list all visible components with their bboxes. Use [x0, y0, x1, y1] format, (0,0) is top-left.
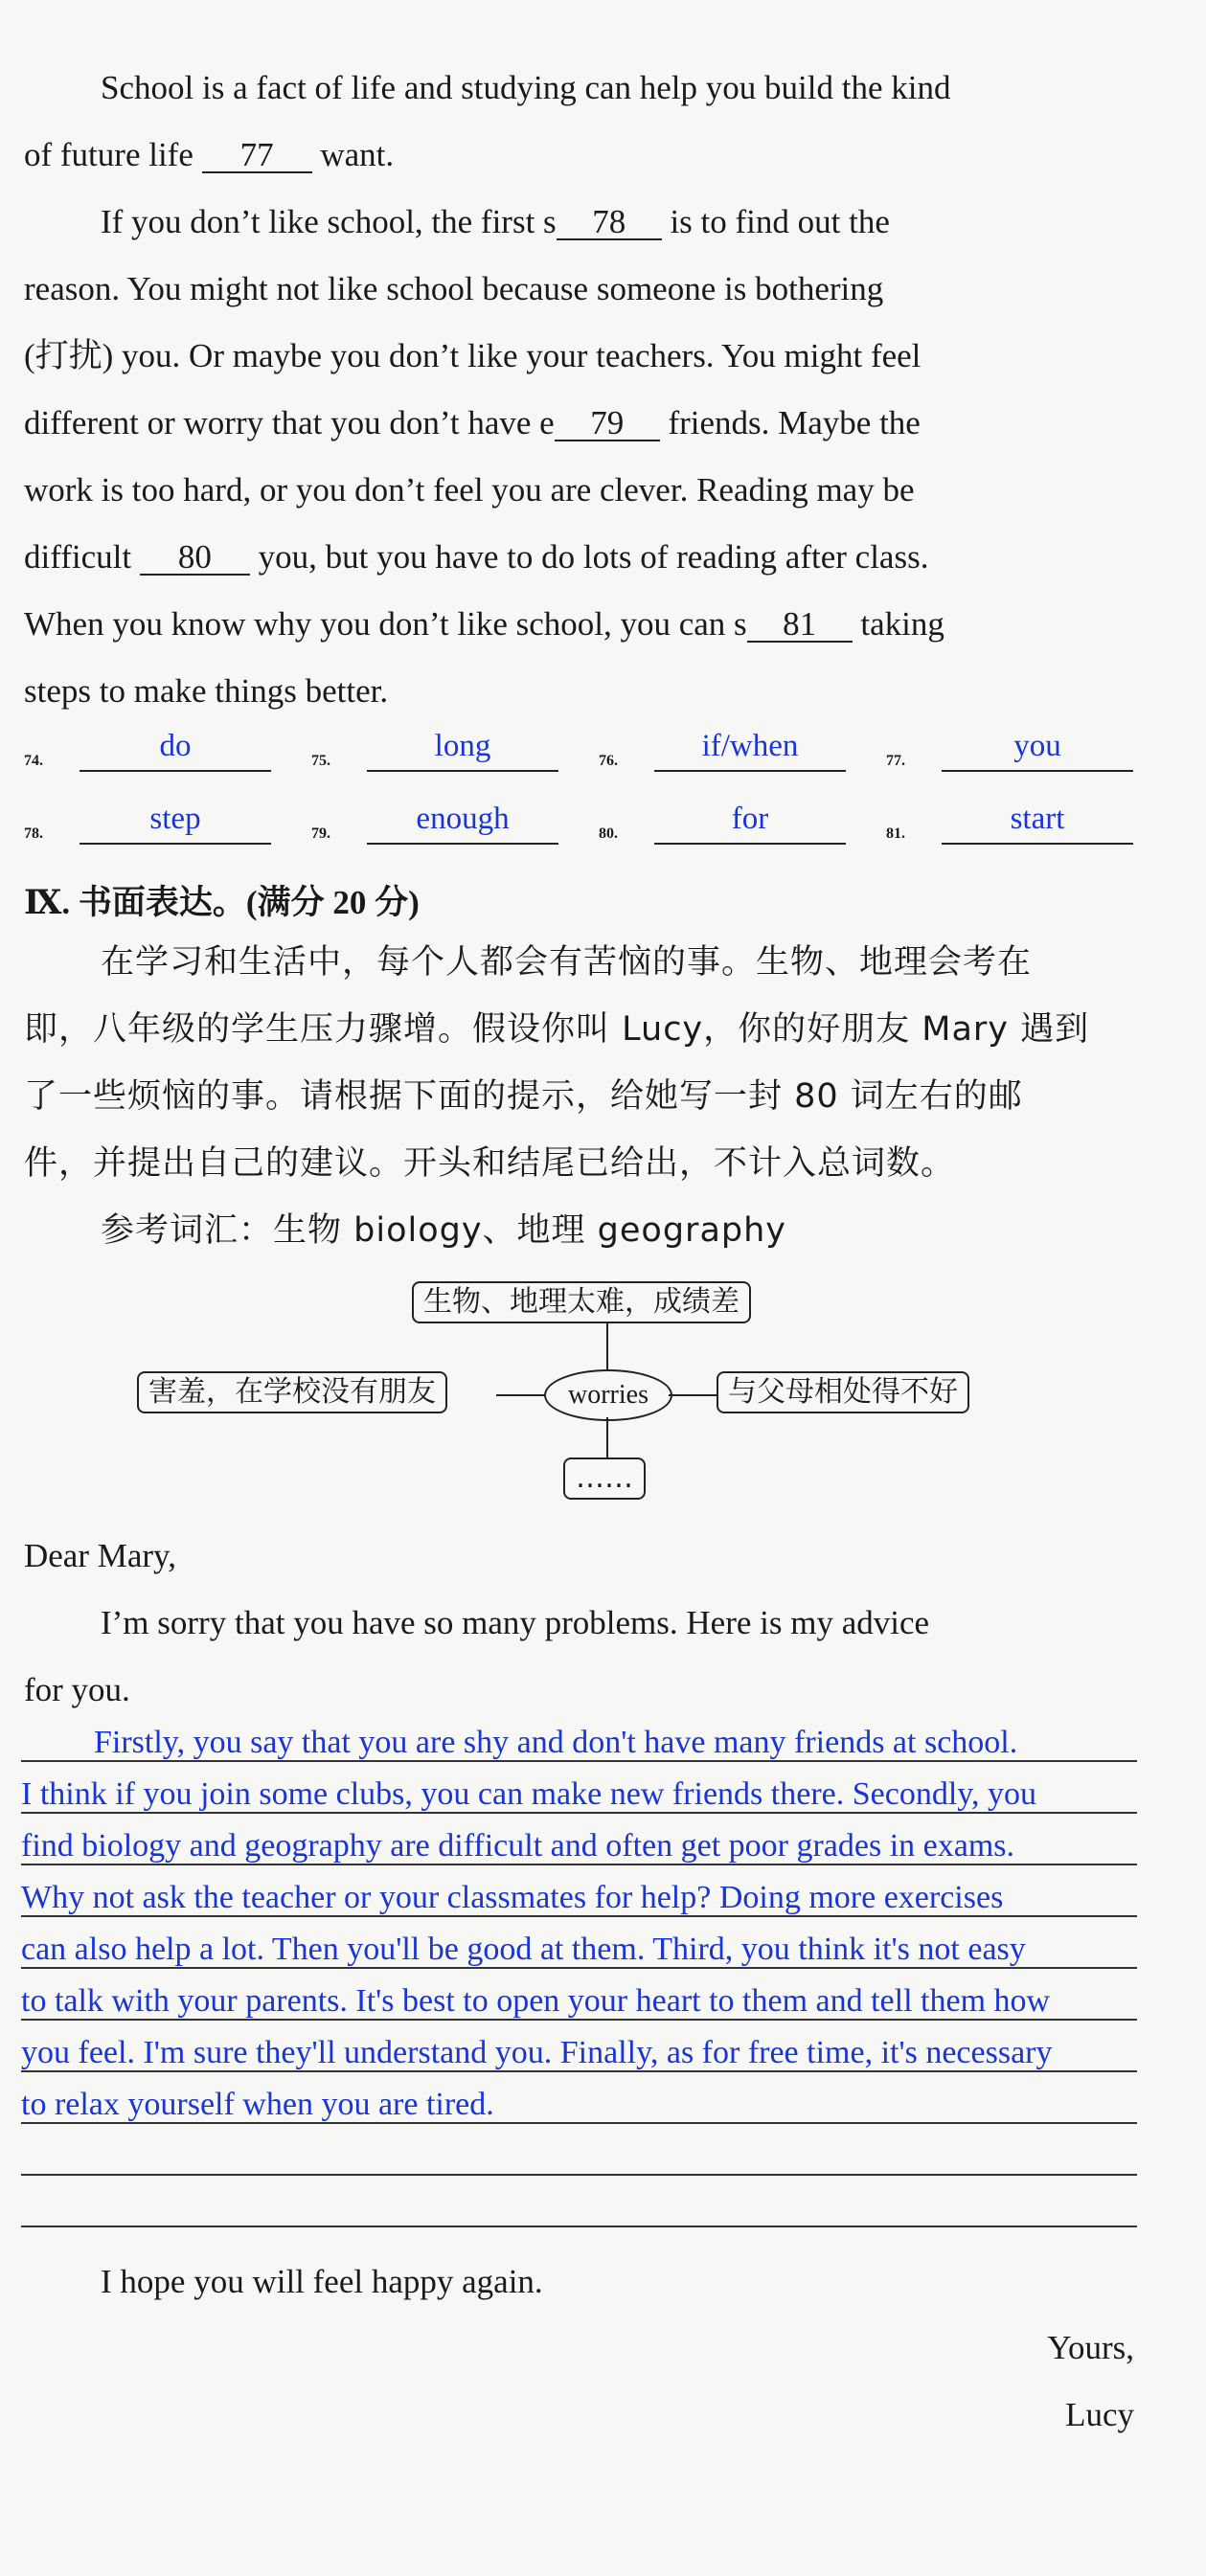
written-line: Why not ask the teacher or your classmates for help? Doing more exercises: [21, 1880, 1004, 1915]
letter-closing: I hope you will feel happy again.: [101, 2263, 543, 2300]
answer-value: do: [159, 729, 192, 763]
mindmap-center-node: worries: [544, 1369, 672, 1421]
passage-text: When you know why you don’t like school, you can s: [24, 605, 747, 643]
letter-intro-line-1: I’m sorry that you have so many problems. Here is my advice: [101, 1604, 930, 1641]
blank-80: 80: [140, 541, 250, 576]
passage-text: reason. You might not like school because someone is bothering: [24, 270, 884, 307]
writing-rule-line: [21, 2019, 1137, 2021]
passage-text: School is a fact of life and studying can help you build the kind: [101, 69, 951, 106]
answer-item: [886, 793, 1173, 850]
answer-underline: [80, 770, 271, 772]
answer-number: 76.: [599, 753, 618, 769]
answer-item: [24, 793, 311, 850]
written-line: to talk with your parents. It's best to open your heart to them and tell them how: [21, 1983, 1051, 2019]
writing-rule-line: [21, 1967, 1137, 1969]
answer-item: [311, 720, 599, 778]
sign-off: Yours,: [1047, 2329, 1134, 2366]
writing-rule-line: [21, 1915, 1137, 1917]
passage-text: taking: [852, 605, 944, 643]
answer-underline: [80, 843, 271, 845]
passage-line: [101, 69, 1206, 107]
passage-line: [24, 270, 1145, 308]
passage-text: steps to make things better.: [24, 672, 389, 710]
passage-text: friends. Maybe the: [659, 404, 921, 441]
mindmap-bottom-node: ……: [563, 1457, 646, 1500]
blank-77: 77: [202, 139, 312, 173]
writing-rule-line: [21, 1812, 1137, 1814]
answer-number: 74.: [24, 753, 43, 769]
passage-text: is to find out the: [661, 203, 890, 240]
answer-value: long: [434, 729, 491, 763]
written-line: I think if you join some clubs, you can make new friends there. Secondly, you: [21, 1776, 1037, 1812]
passage-text: difficult: [24, 538, 140, 576]
section-heading: Ⅸ. 书面表达。(满分 20 分): [24, 884, 420, 921]
written-line: to relax yourself when you are tired.: [21, 2087, 494, 2122]
connector-top: [606, 1323, 608, 1371]
answer-value: you: [1013, 729, 1061, 763]
answer-item: [599, 793, 886, 850]
answer-underline: [367, 770, 558, 772]
mindmap-top-node: 生物、地理太难，成绩差: [412, 1281, 751, 1323]
blank-78: 78: [557, 206, 662, 240]
written-line: can also help a lot. Then you'll be good at them. Third, you think it's not easy: [21, 1932, 1026, 1967]
passage-text: different or worry that you don’t have e: [24, 404, 555, 441]
passage-line: [101, 203, 1206, 241]
writing-rule-line: [21, 2226, 1137, 2227]
written-line: find biology and geography are difficult and often get poor grades in exams.: [21, 1828, 1015, 1864]
answer-underline: [654, 770, 846, 772]
passage-line: [24, 471, 1145, 509]
answer-number: 75.: [311, 753, 330, 769]
vocab-hint: 参考词汇：生物 biology、地理 geography: [101, 1211, 787, 1250]
mindmap-left-node: 害羞，在学校没有朋友: [137, 1371, 447, 1413]
written-line: Firstly, you say that you are shy and don't have many friends at school.: [94, 1725, 1018, 1760]
passage-line: [24, 136, 1145, 174]
answer-number: 80.: [599, 825, 618, 842]
writing-rule-line: [21, 1864, 1137, 1865]
mindmap-right-node: 与父母相处得不好: [717, 1371, 969, 1413]
prompt-line-2: 即，八年级的学生压力骤增。假设你叫 Lucy，你的好朋友 Mary 遇到: [24, 1010, 1090, 1049]
answer-underline: [654, 843, 846, 845]
writing-rule-line: [21, 2174, 1137, 2176]
connector-left: [496, 1394, 546, 1396]
letter-intro-line-2: for you.: [24, 1671, 130, 1708]
prompt-line-3: 了一些烦恼的事。请根据下面的提示，给她写一封 80 词左右的邮: [24, 1077, 1023, 1116]
signature: Lucy: [1065, 2396, 1134, 2433]
answer-item: [311, 793, 599, 850]
answer-underline: [942, 843, 1133, 845]
salutation: Dear Mary,: [24, 1537, 177, 1574]
answer-item: [24, 720, 311, 778]
answer-underline: [942, 770, 1133, 772]
answer-item: [886, 720, 1173, 778]
answer-value: start: [1010, 802, 1065, 836]
blank-79: 79: [555, 407, 660, 441]
passage-text: work is too hard, or you don’t feel you are clever. Reading may be: [24, 471, 915, 508]
answer-number: 78.: [24, 825, 43, 842]
passage-text: If you don’t like school, the first s: [101, 203, 557, 240]
answer-underline: [367, 843, 558, 845]
answer-value: for: [731, 802, 769, 836]
answer-value: enough: [416, 802, 510, 836]
writing-rule-line: [21, 2070, 1137, 2072]
connector-right: [669, 1394, 717, 1396]
written-line: you feel. I'm sure they'll understand you. Finally, as for free time, it's necessary: [21, 2035, 1053, 2070]
passage-text: you, but you have to do lots of reading after class.: [249, 538, 929, 576]
blank-81: 81: [747, 608, 853, 643]
passage-line: [24, 337, 1145, 375]
answer-number: 79.: [311, 825, 330, 842]
passage-line: [24, 605, 1145, 644]
passage-line: [24, 404, 1145, 442]
writing-rule-line: [21, 1760, 1137, 1762]
connector-bottom: [606, 1417, 608, 1457]
answer-item: [599, 720, 886, 778]
answer-value: step: [149, 802, 201, 836]
passage-line: [24, 538, 1145, 576]
answer-value: if/when: [701, 729, 799, 763]
passage-text: (打扰) you. Or maybe you don’t like your teachers. You might feel: [24, 337, 922, 374]
passage-text: of future life: [24, 136, 202, 173]
prompt-line-1: 在学习和生活中，每个人都会有苦恼的事。生物、地理会考在: [101, 943, 1033, 982]
answer-number: 77.: [886, 753, 905, 769]
passage-line: [24, 672, 1145, 711]
writing-rule-line: [21, 2122, 1137, 2124]
passage-text: want.: [311, 136, 395, 173]
prompt-line-4: 件，并提出自己的建议。开头和结尾已给出，不计入总词数。: [24, 1144, 956, 1183]
answer-number: 81.: [886, 825, 905, 842]
